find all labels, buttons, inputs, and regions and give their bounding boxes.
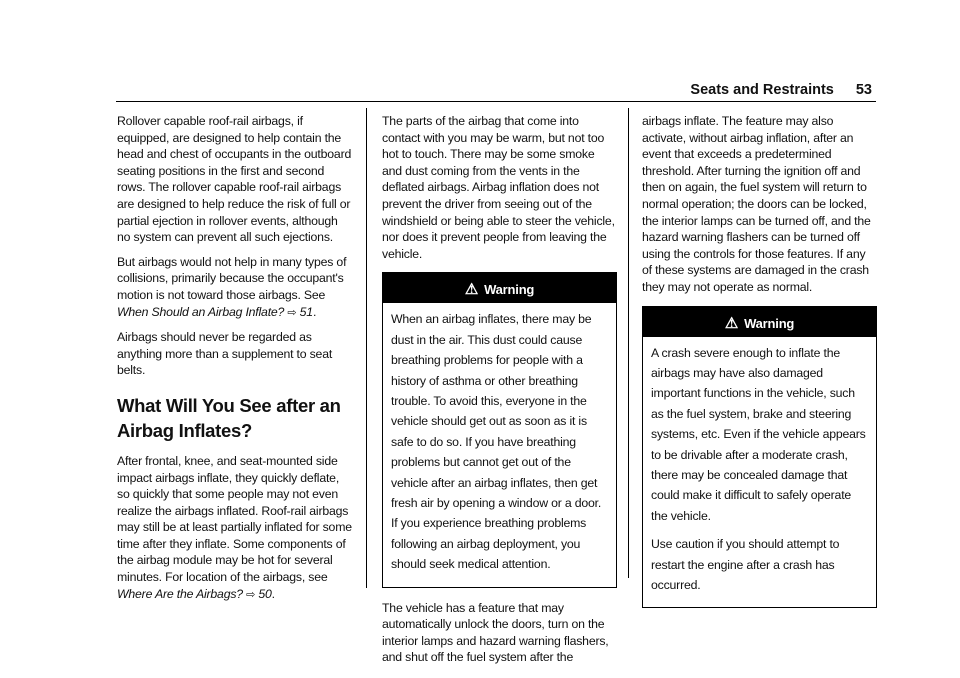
page-ref-arrow-icon: ⇨	[287, 306, 297, 319]
warning-box	[642, 306, 877, 609]
punctuation: .	[271, 586, 275, 601]
paragraph: The vehicle has a feature that may automatically unlock the doors, turn on the interior lamps and hazard warning flashers, and shut off the fuel system after the	[382, 600, 609, 665]
cross-reference-page[interactable]: 51	[299, 304, 313, 319]
warning-text: When an airbag inflates, there may be dust in the air. This dust could cause breathing problems for people with a history of asthma or other breathing trouble. To avoid this, everyone in the vehicle should get out as soon as it is safe to do so. If you have breathing problems but cannot get out of the vehicle after an airbag inflates, then get fresh air by opening a window or a door. If you experience breathing problems following an airbag deployment, you should seek medical attention.	[391, 312, 602, 572]
column-3	[642, 113, 877, 620]
page-header	[690, 82, 872, 98]
paragraph-text: But airbags would not help in many types of collisions, primarily because the occupant's motion is not toward those airbags. See	[117, 254, 347, 302]
punctuation: .	[312, 304, 317, 319]
warning-title: Warning	[744, 315, 795, 331]
warning-icon: ⚠	[464, 281, 479, 299]
column-divider	[628, 108, 629, 578]
warning-text: A crash severe enough to inflate the airbags may have also damaged important functions in the vehicle, such as the fuel system, brake and steering systems, etc. Even if the vehicle appears to be drivable after a moderate crash, there may be concealed damage that could make it difficult to safely operate the vehicle.	[651, 345, 866, 523]
column-2	[382, 113, 617, 674]
warning-text: Use caution if you should attempt to restart the engine after a crash has occurred.	[651, 537, 840, 592]
paragraph	[117, 254, 352, 321]
page-ref-arrow-icon: ⇨	[246, 588, 256, 601]
paragraph	[117, 453, 352, 603]
warning-box	[382, 272, 617, 587]
section-title: Seats and Restraints	[690, 82, 834, 98]
cross-reference-link[interactable]: Where Are the Airbags?	[117, 586, 243, 601]
cross-reference-link[interactable]: When Should an Airbag Inflate?	[117, 304, 285, 319]
column-1	[117, 113, 352, 611]
paragraph: airbags inflate. The feature may also activate, without airbag inflation, after an event that exceeds a predetermined threshold. After turning the ignition off and then on again, the fuel system will return to normal operation; the doors can be locked, the interior lamps can be turned off, and the hazard warning flashers can be turned off using the controls for those features. If any of these systems are damaged in the crash they may not operate as normal.	[642, 114, 871, 294]
section-heading: What Will You See after an Airbag Inflates?	[117, 394, 341, 441]
warning-title: Warning	[484, 282, 535, 298]
warning-body	[643, 337, 876, 608]
warning-icon: ⚠	[724, 314, 739, 332]
column-divider	[366, 108, 367, 588]
warning-header	[643, 307, 876, 337]
warning-header	[383, 273, 616, 303]
page-number: 53	[855, 82, 872, 98]
cross-reference-page[interactable]: 50	[258, 586, 272, 601]
paragraph-text: After frontal, knee, and seat-mounted side impact airbags inflate, they quickly deflate, so quickly that some people may not even realize the airbags inflated. Roof-rail airbags may still be at least partially inflated for some time after they inflate. Some components of the airbag module may be hot for several minutes. For location of the airbags, see	[117, 453, 352, 585]
paragraph: The parts of the airbag that come into contact with you may be warm, but not too hot to touch. There may be some smoke and dust coming from the vents in the deflated airbags. Airbag inflation does not prevent the driver from seeing out of the windshield or being able to steer the vehicle, nor does it prevent people from leaving the vehicle.	[382, 114, 615, 261]
paragraph: Airbags should never be regarded as anything more than a supplement to seat belts.	[117, 330, 333, 378]
warning-body	[383, 303, 616, 586]
paragraph: Rollover capable roof-rail airbags, if equipped, are designed to help contain the head and chest of occupants in the outboard seating positions in the first and second rows. The rollover capable roof-rail airbags are designed to help reduce the risk of full or partial ejection in rollover events, although no system can prevent all such ejections.	[117, 114, 352, 245]
header-rule	[116, 101, 876, 102]
